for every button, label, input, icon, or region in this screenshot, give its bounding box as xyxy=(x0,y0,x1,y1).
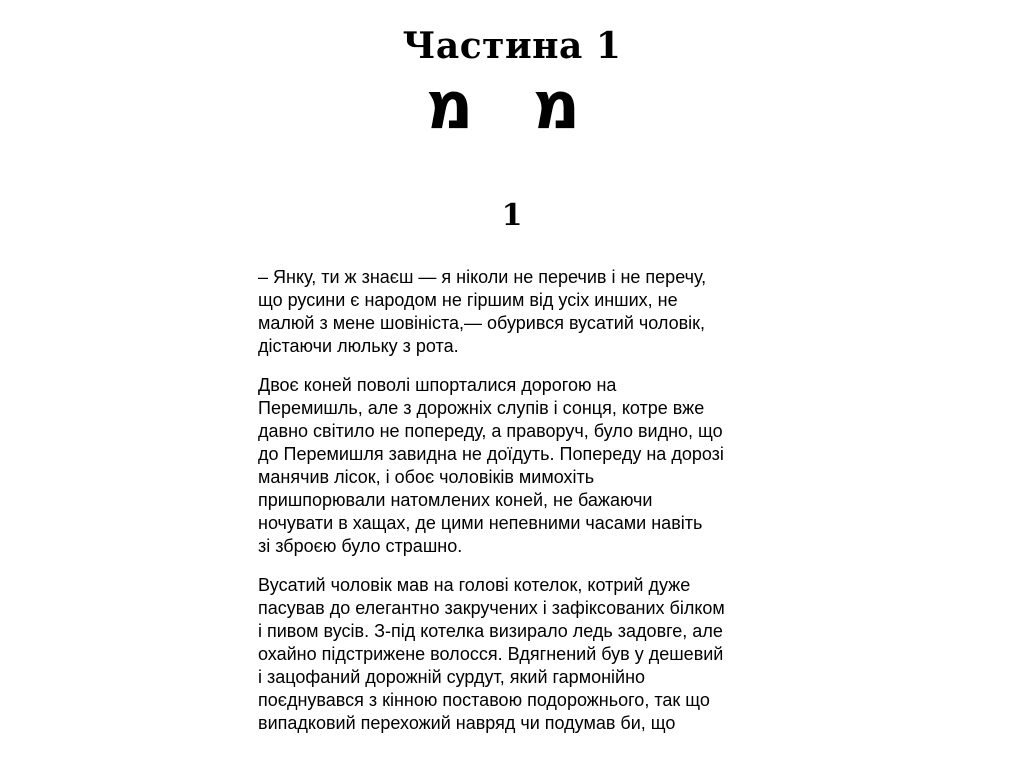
paragraph-1 xyxy=(258,266,778,358)
text-line: поєднувався з кінною поставою подорожнього, так що xyxy=(258,690,710,710)
text-line: і пивом вусів. З-під котелка визирало ледь задовге, але xyxy=(258,621,723,641)
text-line: манячив лісок, і обоє чоловіків мимохіть xyxy=(258,467,595,487)
text-line: пришпорювали натомлених коней, не бажаючи xyxy=(258,490,653,510)
text-line: що русини є народом не гіршим від усіх инших, не xyxy=(258,290,678,310)
paragraph-3 xyxy=(258,574,778,735)
part-title: Частина 1 xyxy=(402,25,622,67)
text-line: зі зброєю було страшно. xyxy=(258,536,463,556)
text-line: малюй з мене шовініста,— обурився вусатий чоловік, xyxy=(258,313,706,333)
body-text xyxy=(258,266,778,751)
text-line: – Янку, ти ж знаєш — я ніколи не перечив і не перечу, xyxy=(258,267,707,287)
text-line: Двоє коней поволі шпорталися дорогою на xyxy=(258,375,617,395)
hebrew-letters-ornament: מ מ xyxy=(425,67,599,144)
text-line: до Перемишля завидна не доїдуть. Попереду на дорозі xyxy=(258,444,724,464)
text-line: випадковий перехожий навряд чи подумав би, що xyxy=(258,713,676,733)
text-line: пасував до елегантно закручених і зафіксованих білком xyxy=(258,598,725,618)
text-line: Вусатий чоловік мав на голові котелок, котрий дуже xyxy=(258,575,691,595)
paragraph-2 xyxy=(258,374,778,558)
text-line: і зацофаний дорожній сурдут, який гармонійно xyxy=(258,667,646,687)
text-line: давно світило не попереду, а праворуч, було видно, що xyxy=(258,421,723,441)
chapter-number: 1 xyxy=(501,198,523,233)
text-line: дістаючи люльку з рота. xyxy=(258,336,459,356)
text-line: ночувати в хащах, де цими непевними часами навіть xyxy=(258,513,703,533)
text-line: охайно підстрижене волосся. Вдягнений був у дешевий xyxy=(258,644,724,664)
text-line: Перемишль, але з дорожніх слупів і сонця, котре вже xyxy=(258,398,705,418)
